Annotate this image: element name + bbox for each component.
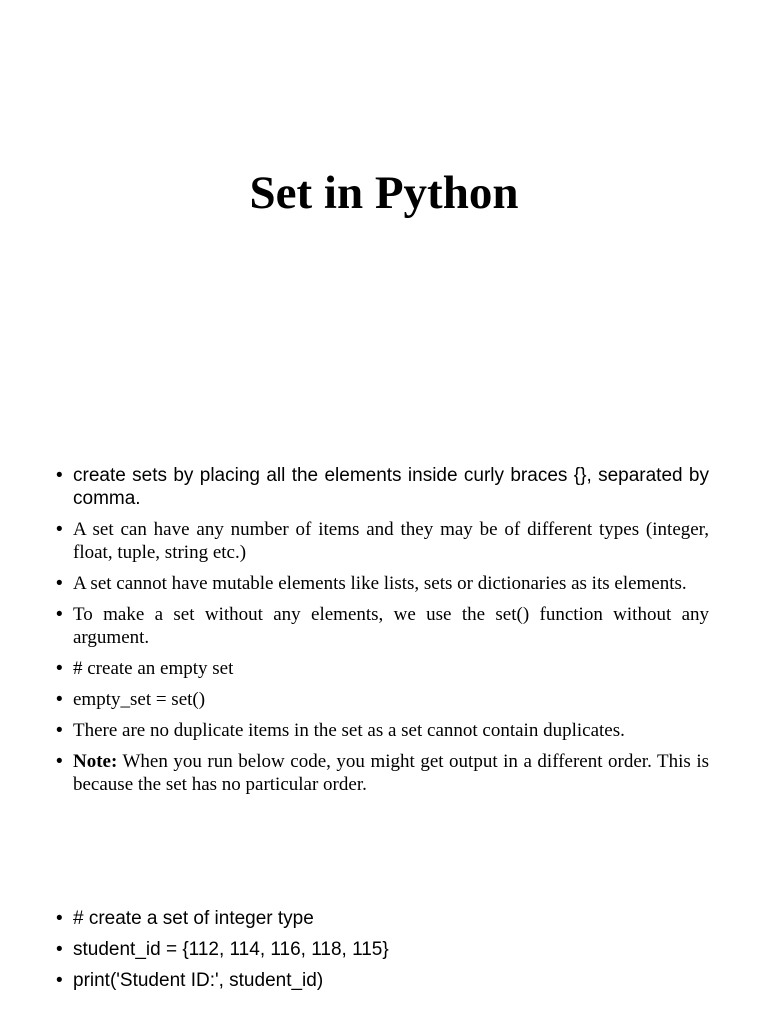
bullet-item: • empty_set = set() bbox=[56, 688, 709, 711]
bullet-list-main bbox=[56, 464, 709, 804]
slide-title: Set in Python bbox=[249, 167, 519, 219]
bullet-item: • # create an empty set bbox=[56, 657, 709, 680]
bullet-item-note bbox=[56, 750, 709, 796]
code-bullet-item: • # create a set of integer type bbox=[56, 907, 709, 930]
bullet-item: • A set cannot have mutable elements like lists, sets or dictionaries as its elements. bbox=[56, 572, 709, 595]
bullet-item: • There are no duplicate items in the set as a set cannot contain duplicates. bbox=[56, 719, 709, 742]
code-bullet-item: • student_id = {112, 114, 116, 118, 115} bbox=[56, 938, 709, 961]
bullet-item: • A set can have any number of items and they may be of different types (integer, float, tuple, string etc.) bbox=[56, 518, 709, 564]
note-text: When you run below code, you might get output in a different order. This is because the set has no particular order. bbox=[73, 751, 709, 795]
bullet-item: • To make a set without any elements, we use the set() function without any argument. bbox=[56, 603, 709, 649]
bullet-item: • create sets by placing all the elements inside curly braces {}, separated by comma. bbox=[56, 464, 709, 510]
code-bullet-item: • print('Student ID:', student_id) bbox=[56, 969, 709, 992]
bullet-list-code bbox=[56, 907, 709, 1000]
note-label: Note: bbox=[73, 751, 118, 772]
